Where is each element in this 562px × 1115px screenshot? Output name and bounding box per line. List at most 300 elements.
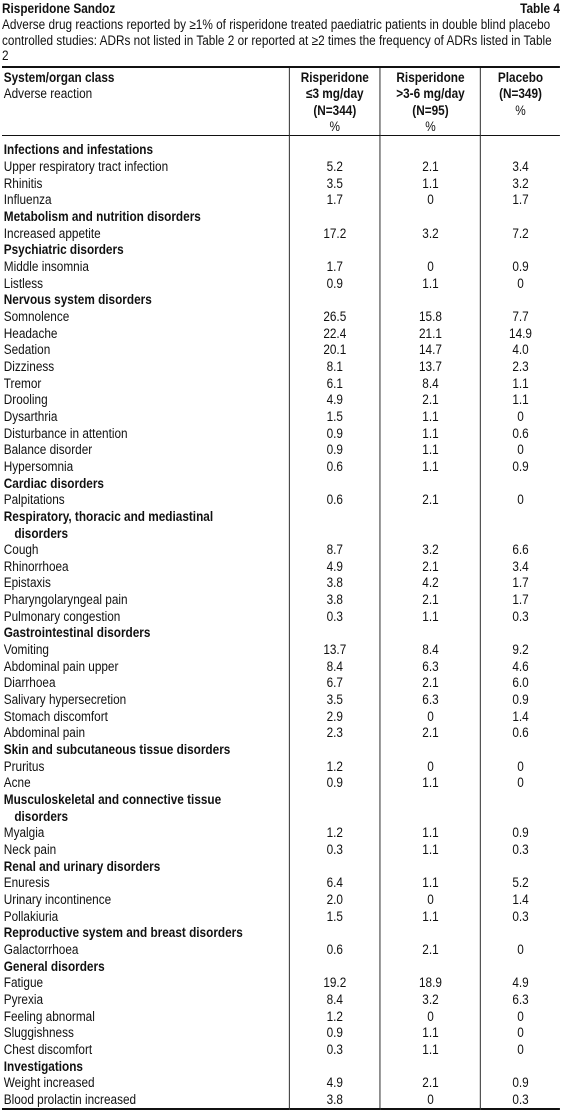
header-col4-line2: (N=349) (499, 86, 542, 102)
risperidone-high-value: 2.1 (380, 1075, 480, 1092)
empty-cell (289, 742, 380, 759)
header-col2-unit: % (329, 119, 341, 134)
placebo-value: 0 (481, 1025, 560, 1042)
empty-cell (380, 959, 480, 976)
system-organ-class-label: Skin and subcutaneous tissue disorders (3, 742, 231, 758)
header-col2-line1: Risperidone (300, 69, 369, 85)
adverse-reaction-name: Abdominal pain upper (3, 658, 119, 674)
table-row (2, 376, 560, 393)
system-organ-class-row (2, 959, 560, 976)
table-row (2, 159, 560, 176)
adverse-reaction-name: Palpitations (3, 492, 65, 508)
title-row (2, 0, 560, 17)
placebo-value: 0 (481, 759, 560, 776)
system-organ-class-row (2, 792, 560, 825)
table-row (2, 309, 560, 326)
system-organ-class-label-cont: disorders (14, 525, 69, 541)
risperidone-high-value: 1.1 (380, 875, 480, 892)
adverse-reaction-name: Pruritus (3, 758, 45, 774)
risperidone-high-value: 3.2 (380, 226, 480, 243)
table-row (2, 559, 560, 576)
adverse-reaction-name: Acne (3, 775, 31, 791)
adverse-reaction-name: Disturbance in attention (3, 425, 128, 441)
placebo-value: 3.4 (481, 559, 560, 576)
table-row (2, 1025, 560, 1042)
risperidone-low-value: 0.3 (289, 842, 380, 859)
risperidone-high-value: 0 (380, 192, 480, 209)
system-organ-class-row (2, 292, 560, 309)
adverse-reaction-name: Feeling abnormal (3, 1008, 95, 1024)
risperidone-high-value: 2.1 (380, 592, 480, 609)
risperidone-high-value: 18.9 (380, 975, 480, 992)
placebo-value: 0.9 (481, 459, 560, 476)
risperidone-high-value: 2.1 (380, 559, 480, 576)
empty-cell (481, 292, 560, 309)
table-row (2, 659, 560, 676)
placebo-value: 0 (481, 492, 560, 509)
risperidone-high-value: 6.3 (380, 692, 480, 709)
risperidone-low-value: 0.6 (289, 459, 380, 476)
adverse-reaction-name: Enuresis (3, 875, 50, 891)
risperidone-high-value: 2.1 (380, 942, 480, 959)
risperidone-high-value: 1.1 (380, 825, 480, 842)
adverse-reaction-name: Chest discomfort (3, 1041, 93, 1057)
empty-cell (289, 925, 380, 942)
empty-cell (380, 476, 480, 493)
empty-cell (481, 1059, 560, 1076)
placebo-value: 0.3 (481, 609, 560, 626)
empty-cell (481, 209, 560, 226)
system-organ-class-name (2, 792, 289, 825)
header-col3-line3: (N=95) (412, 102, 449, 118)
risperidone-low-value: 26.5 (289, 309, 380, 326)
table-label: Table 4 (520, 1, 560, 16)
adverse-reaction-name: Abdominal pain (3, 725, 85, 741)
empty-cell (289, 242, 380, 259)
table-row (2, 892, 560, 909)
risperidone-low-value: 1.2 (289, 825, 380, 842)
table-row (2, 542, 560, 559)
empty-cell (289, 959, 380, 976)
risperidone-low-value: 17.2 (289, 226, 380, 243)
table-header-row (2, 68, 560, 136)
table-row (2, 942, 560, 959)
system-organ-class-row (2, 476, 560, 493)
placebo-value: 1.4 (481, 892, 560, 909)
risperidone-low-value: 1.7 (289, 192, 380, 209)
placebo-value: 14.9 (481, 326, 560, 343)
adverse-reaction-name: Diarrhoea (3, 675, 56, 691)
risperidone-low-value: 3.8 (289, 575, 380, 592)
empty-cell (481, 509, 560, 542)
placebo-value: 0.9 (481, 825, 560, 842)
empty-cell (289, 792, 380, 825)
table-row (2, 609, 560, 626)
system-organ-class-name (2, 1059, 289, 1076)
system-organ-class-label-cont: disorders (14, 808, 69, 824)
adverse-reaction-name: Pyrexia (3, 991, 44, 1007)
risperidone-low-value: 0.9 (289, 276, 380, 293)
empty-cell (380, 742, 480, 759)
empty-cell (289, 1059, 380, 1076)
adverse-reaction-name: Sedation (3, 342, 51, 358)
risperidone-high-value: 1.1 (380, 1042, 480, 1059)
risperidone-low-value: 22.4 (289, 326, 380, 343)
adverse-reaction-name: Galactorrhoea (3, 941, 79, 957)
placebo-value: 4.6 (481, 659, 560, 676)
table-row (2, 226, 560, 243)
adverse-reaction-name: Pharyngolaryngeal pain (3, 592, 128, 608)
risperidone-low-value: 13.7 (289, 642, 380, 659)
risperidone-low-value: 2.3 (289, 725, 380, 742)
table-row (2, 709, 560, 726)
risperidone-low-value: 5.2 (289, 159, 380, 176)
risperidone-low-value: 4.9 (289, 559, 380, 576)
table-row (2, 1075, 560, 1092)
table-row (2, 909, 560, 926)
system-organ-class-name (2, 142, 289, 159)
table-row (2, 775, 560, 792)
empty-cell (380, 1059, 480, 1076)
table-row (2, 192, 560, 209)
adverse-reaction-name: Weight increased (3, 1075, 95, 1091)
risperidone-low-value: 6.1 (289, 376, 380, 393)
table-row (2, 342, 560, 359)
system-organ-class-row (2, 925, 560, 942)
risperidone-high-value: 1.1 (380, 426, 480, 443)
risperidone-low-value: 0.3 (289, 1042, 380, 1059)
empty-cell (481, 242, 560, 259)
adverse-reaction-name: Influenza (3, 192, 52, 208)
placebo-value: 1.7 (481, 575, 560, 592)
risperidone-low-value: 2.9 (289, 709, 380, 726)
adverse-reaction-name: Increased appetite (3, 225, 101, 241)
system-organ-class-label: Metabolism and nutrition disorders (3, 209, 201, 225)
placebo-value: 0 (481, 409, 560, 426)
risperidone-high-value: 0 (380, 259, 480, 276)
adverse-reaction-name: Dysarthria (3, 408, 58, 424)
placebo-value: 6.6 (481, 542, 560, 559)
system-organ-class-row (2, 242, 560, 259)
system-organ-class-row (2, 142, 560, 159)
empty-cell (380, 242, 480, 259)
risperidone-high-value: 2.1 (380, 159, 480, 176)
empty-cell (289, 209, 380, 226)
system-organ-class-row (2, 209, 560, 226)
table-row (2, 759, 560, 776)
risperidone-high-value: 6.3 (380, 659, 480, 676)
table-row (2, 359, 560, 376)
adverse-reaction-name: Upper respiratory tract infection (3, 159, 169, 175)
adverse-reaction-name: Urinary incontinence (3, 891, 112, 907)
system-organ-class-label: Reproductive system and breast disorders (3, 925, 243, 941)
empty-cell (380, 292, 480, 309)
system-organ-class-row (2, 859, 560, 876)
placebo-value: 3.4 (481, 159, 560, 176)
risperidone-high-value: 3.2 (380, 992, 480, 1009)
risperidone-high-value: 0 (380, 1092, 480, 1110)
risperidone-low-value: 1.5 (289, 909, 380, 926)
adverse-reaction-name: Rhinorrhoea (3, 558, 69, 574)
risperidone-low-value: 1.5 (289, 409, 380, 426)
system-organ-class-row (2, 625, 560, 642)
placebo-value: 0 (481, 276, 560, 293)
risperidone-high-value: 1.1 (380, 459, 480, 476)
adverse-reaction-name: Drooling (3, 392, 48, 408)
system-organ-class-label: Infections and infestations (3, 142, 154, 158)
adverse-reaction-name: Listless (3, 275, 44, 291)
product-title: Risperidone Sandoz (2, 1, 116, 16)
system-organ-class-label: Investigations (3, 1058, 84, 1074)
risperidone-high-value: 8.4 (380, 642, 480, 659)
adverse-reaction-name: Sluggishness (3, 1025, 74, 1041)
system-organ-class-name (2, 925, 289, 942)
risperidone-low-value: 8.4 (289, 992, 380, 1009)
risperidone-low-value: 3.5 (289, 692, 380, 709)
table-row (2, 442, 560, 459)
empty-cell (481, 625, 560, 642)
risperidone-low-value: 0.6 (289, 492, 380, 509)
risperidone-high-value: 1.1 (380, 775, 480, 792)
risperidone-high-value: 1.1 (380, 176, 480, 193)
placebo-value: 0.6 (481, 426, 560, 443)
adverse-reaction-name: Middle insomnia (3, 259, 89, 274)
system-organ-class-name (2, 476, 289, 493)
risperidone-high-value: 0 (380, 1009, 480, 1026)
system-organ-class-name (2, 292, 289, 309)
placebo-value: 0.9 (481, 692, 560, 709)
risperidone-high-value: 2.1 (380, 725, 480, 742)
header-col2-line2: ≤3 mg/day (306, 86, 364, 102)
placebo-value: 1.1 (481, 392, 560, 409)
table-row (2, 725, 560, 742)
placebo-value: 0 (481, 775, 560, 792)
placebo-value: 9.2 (481, 642, 560, 659)
risperidone-high-value: 21.1 (380, 326, 480, 343)
empty-cell (481, 742, 560, 759)
system-organ-class-name (2, 742, 289, 759)
header-col4-line1: Placebo (497, 69, 544, 85)
risperidone-high-value: 3.2 (380, 542, 480, 559)
table-body (2, 136, 560, 1110)
system-organ-class-label: Cardiac disorders (3, 475, 104, 491)
table-row (2, 276, 560, 293)
adverse-reaction-name: Cough (3, 542, 39, 558)
system-organ-class-label: Musculoskeletal and connective tissue (3, 792, 222, 807)
risperidone-high-value: 1.1 (380, 609, 480, 626)
placebo-value: 2.3 (481, 359, 560, 376)
empty-cell (481, 925, 560, 942)
empty-cell (380, 509, 480, 542)
table-row (2, 575, 560, 592)
empty-cell (289, 142, 380, 159)
header-col3-line2: >3-6 mg/day (396, 86, 465, 102)
document-page (2, 0, 560, 1110)
table-row (2, 1009, 560, 1026)
risperidone-low-value: 0.6 (289, 942, 380, 959)
system-organ-class-label: Respiratory, thoracic and mediastinal (3, 508, 214, 524)
adverse-reactions-table (2, 68, 560, 1111)
risperidone-high-value: 13.7 (380, 359, 480, 376)
adverse-reaction-name: Neck pain (3, 841, 57, 857)
risperidone-low-value: 1.2 (289, 1009, 380, 1026)
adverse-reaction-name: Vomiting (3, 642, 49, 658)
empty-cell (380, 792, 480, 825)
empty-cell (481, 859, 560, 876)
risperidone-low-value: 0.9 (289, 775, 380, 792)
adverse-reaction-name: Somnolence (3, 308, 70, 324)
placebo-value: 0.3 (481, 842, 560, 859)
empty-cell (481, 142, 560, 159)
empty-cell (380, 209, 480, 226)
table-row (2, 675, 560, 692)
risperidone-high-value: 2.1 (380, 492, 480, 509)
empty-cell (289, 292, 380, 309)
placebo-value: 5.2 (481, 875, 560, 892)
risperidone-high-value: 8.4 (380, 376, 480, 393)
placebo-value: 1.4 (481, 709, 560, 726)
header-placebo (481, 68, 560, 136)
header-col2-line3: (N=344) (313, 102, 357, 118)
header-col3-unit: % (425, 119, 436, 134)
placebo-value: 7.7 (481, 309, 560, 326)
placebo-value: 0 (481, 442, 560, 459)
risperidone-high-value: 14.7 (380, 342, 480, 359)
header-col3-line1: Risperidone (396, 69, 465, 85)
empty-cell (289, 859, 380, 876)
adverse-reaction-name: Epistaxis (3, 575, 51, 591)
header-system-organ-class (2, 68, 289, 136)
risperidone-high-value: 4.2 (380, 575, 480, 592)
table-caption: Adverse drug reactions reported by ≥1% of risperidone treated paediatric patients in double blind placebo controlled studies: ADRs not listed in Table 2 or reported at ≥2 times the frequency of ADRs listed in Table 2 (2, 17, 552, 64)
adverse-reaction-name: Tremor (3, 375, 42, 391)
risperidone-low-value: 1.7 (289, 259, 380, 276)
empty-cell (380, 925, 480, 942)
adverse-reaction-name: Dizziness (3, 358, 55, 374)
risperidone-low-value: 6.4 (289, 875, 380, 892)
risperidone-high-value: 0 (380, 759, 480, 776)
placebo-value: 0.3 (481, 1092, 560, 1110)
placebo-value: 0.6 (481, 725, 560, 742)
header-col1-line1: System/organ class (3, 69, 115, 85)
system-organ-class-label: Gastrointestinal disorders (3, 625, 151, 641)
risperidone-low-value: 3.8 (289, 592, 380, 609)
system-organ-class-label: General disorders (3, 958, 105, 974)
system-organ-class-name (2, 209, 289, 226)
risperidone-high-value: 15.8 (380, 309, 480, 326)
table-row (2, 459, 560, 476)
risperidone-high-value: 1.1 (380, 276, 480, 293)
adverse-reaction-name: Headache (3, 325, 58, 341)
table-row (2, 1092, 560, 1110)
risperidone-low-value: 19.2 (289, 975, 380, 992)
risperidone-high-value: 1.1 (380, 842, 480, 859)
placebo-value: 0.3 (481, 909, 560, 926)
risperidone-low-value: 4.9 (289, 1075, 380, 1092)
table-row (2, 259, 560, 276)
risperidone-high-value: 1.1 (380, 1025, 480, 1042)
adverse-reaction-name: Fatigue (3, 975, 44, 991)
header-col1-line2: Adverse reaction (3, 86, 93, 102)
risperidone-low-value: 1.2 (289, 759, 380, 776)
placebo-value: 4.9 (481, 975, 560, 992)
placebo-value: 6.0 (481, 675, 560, 692)
adverse-reaction-name: Rhinitis (3, 175, 43, 191)
table-row (2, 975, 560, 992)
risperidone-high-value: 2.1 (380, 675, 480, 692)
risperidone-low-value: 0.3 (289, 609, 380, 626)
risperidone-low-value: 8.1 (289, 359, 380, 376)
empty-cell (380, 142, 480, 159)
risperidone-high-value: 0 (380, 709, 480, 726)
table-row (2, 875, 560, 892)
system-organ-class-row (2, 742, 560, 759)
system-organ-class-label: Psychiatric disorders (3, 242, 124, 258)
adverse-reaction-name: Pulmonary congestion (3, 608, 121, 624)
placebo-value: 0 (481, 942, 560, 959)
adverse-reaction-name: Salivary hypersecretion (3, 692, 127, 708)
adverse-reaction-name: Myalgia (3, 825, 45, 841)
table-row (2, 176, 560, 193)
placebo-value: 0.9 (481, 1075, 560, 1092)
risperidone-low-value: 4.9 (289, 392, 380, 409)
empty-cell (380, 859, 480, 876)
risperidone-high-value: 1.1 (380, 409, 480, 426)
placebo-value: 0.9 (481, 259, 560, 276)
placebo-value: 6.3 (481, 992, 560, 1009)
placebo-value: 0 (481, 1042, 560, 1059)
placebo-value: 1.1 (481, 376, 560, 393)
empty-cell (289, 625, 380, 642)
system-organ-class-label: Renal and urinary disorders (3, 858, 161, 874)
table-row (2, 426, 560, 443)
system-organ-class-name (2, 509, 289, 542)
header-col4-unit: % (515, 102, 526, 118)
table-row (2, 992, 560, 1009)
table-row (2, 825, 560, 842)
risperidone-high-value: 1.1 (380, 442, 480, 459)
empty-cell (289, 509, 380, 542)
adverse-reaction-name: Pollakiuria (3, 908, 59, 924)
risperidone-low-value: 0.9 (289, 1025, 380, 1042)
table-row (2, 1042, 560, 1059)
table-row (2, 492, 560, 509)
risperidone-high-value: 2.1 (380, 392, 480, 409)
system-organ-class-row (2, 509, 560, 542)
empty-cell (481, 792, 560, 825)
system-organ-class-label: Nervous system disorders (3, 292, 152, 308)
risperidone-low-value: 0.9 (289, 426, 380, 443)
placebo-value: 1.7 (481, 192, 560, 209)
system-organ-class-name (2, 959, 289, 976)
header-risperidone-high (380, 68, 480, 136)
adverse-reaction-name: Balance disorder (3, 442, 93, 458)
risperidone-high-value: 1.1 (380, 909, 480, 926)
empty-cell (481, 476, 560, 493)
risperidone-low-value: 3.8 (289, 1092, 380, 1110)
header-risperidone-low (289, 68, 380, 136)
table-row (2, 692, 560, 709)
risperidone-low-value: 8.4 (289, 659, 380, 676)
table-row (2, 392, 560, 409)
system-organ-class-name (2, 625, 289, 642)
risperidone-high-value: 0 (380, 892, 480, 909)
adverse-reaction-name: Hypersomnia (3, 458, 74, 474)
empty-cell (380, 625, 480, 642)
placebo-value: 3.2 (481, 176, 560, 193)
system-organ-class-name (2, 859, 289, 876)
placebo-value: 4.0 (481, 342, 560, 359)
